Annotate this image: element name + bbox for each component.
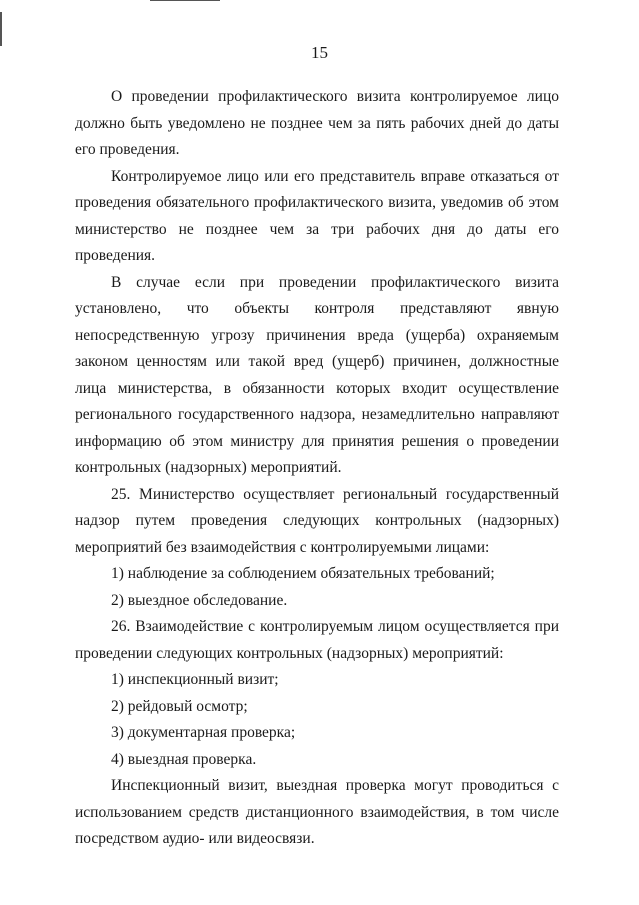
page-number: 15: [311, 43, 328, 62]
paragraph-clause-26: 26. Взаимодействие с контролируемым лицом осуществляется при проведении следующих контрольных (надзорных) мероприятий:: [75, 618, 559, 662]
list-item-field-check: 4) выездная проверка.: [111, 750, 257, 768]
paragraph-clause-25: 25. Министерство осуществляет региональный государственный надзор путем проведения следующих контрольных (надзорных) мероприятий без взаимодействия с контролируемыми лицами:: [75, 485, 559, 556]
paragraph-refusal-right: Контролируемое лицо или его представитель вправе отказаться от проведения обязательного профилактического визита, уведомив об этом министерство не позднее чем за три рабочих дня до даты его проведения.: [75, 167, 559, 264]
list-item-documentary-check: 3) документарная проверка;: [111, 724, 296, 741]
document-body: [75, 84, 559, 853]
paragraph-visit-notification: О проведении профилактического визита контролируемое лицо должно быть уведомлено не позднее чем за пять рабочих дней до даты его проведения.: [75, 88, 559, 158]
list-item-raid-inspection: 2) рейдовый осмотр;: [111, 697, 248, 715]
scan-artifact-top-line: [150, 0, 220, 1]
list-item-observation: 1) наблюдение за соблюдением обязательных требований;: [111, 565, 495, 582]
list-item-field-survey: 2) выездное обследование.: [111, 591, 288, 609]
list-item-inspection-visit: 1) инспекционный визит;: [111, 671, 279, 688]
paragraph-remote-interaction: Инспекционный визит, выездная проверка могут проводиться с использованием средств дистанционного взаимодействия, в том числе посредством аудио- или видеосвязи.: [75, 777, 559, 847]
paragraph-threat-case: В случае если при проведении профилактического визита установлено, что объекты контроля представляют явную непосредственную угрозу причинения вреда (ущерба) охраняемым законом ценностям или такой вред (ущерб) причинен, должностные лица министерства, в обязанности которых входит осуществление регионального государственного надзора, незамедлительно направляют информацию об этом министру для принятия решения о проведении контрольных (надзорных) мероприятий.: [75, 273, 559, 476]
scan-artifact-left-mark: [0, 12, 2, 46]
